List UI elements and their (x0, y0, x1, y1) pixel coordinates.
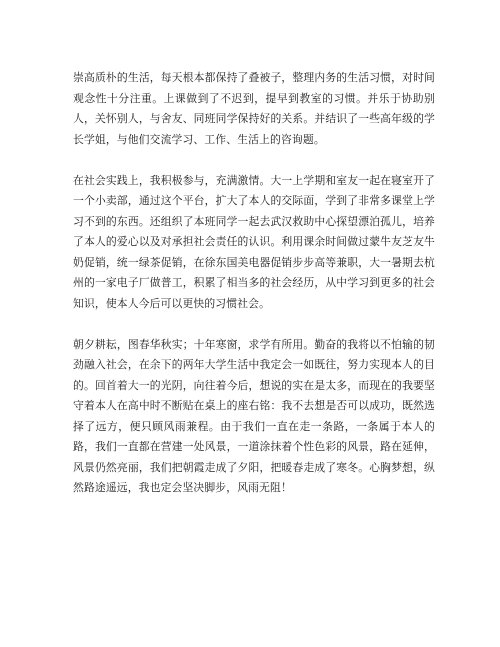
paragraph-social-practice: 在社会实践上，我积极参与，充满激情。大一上学期和室友一起在寝室开了一个小卖部，通过这个平台，扩大了本人的交际面，学到了非常多课堂上学习不到的东西。还组织了本班同学一起去武汉救助中心探望漂泊孤儿，培养了本人的爱心以及对承担社会责任的认识。利用课余时间做过蒙牛友芝友牛奶促销，统一绿茶促销，在徐东国美电器促销步步高等兼职，大一暑期去杭州的一家电子厂做普工，积累了相当多的社会经历，从中学习到更多的社会知识，使本人今后可以更快的习惯社会。 (73, 173, 435, 310)
paragraph-outlook: 朝夕耕耘，图春华秋实；十年寒窗，求学有所用。勤奋的我将以不怕输的韧劲融入社会，在余下的两年大学生活中我定会一如既往，努力实现本人的目的。回首着大一的光阴，向往着今后，想说的实在是太多，而现在的我要坚守着本人在高中时不断贴在桌上的座右铭：我不去想是否可以成功，既然选择了远方，便只顾风雨兼程。由于我们一直在走一条路，一条属于本人的路，我们一直都在营建一处风景，一道涂抹着个性色彩的风景，路在延伸，风景仍然亮丽，我们把朝霞走成了夕阳，把暖春走成了寒冬。心胸梦想，纵然路途遥远，我也定会坚决脚步，风雨无阻！ (73, 337, 435, 494)
document-body (73, 68, 435, 499)
paragraph-campus-life: 崇高质朴的生活，每天根本都保持了叠被子，整理内务的生活习惯，对时间观念性十分注重。上课做到了不迟到，提早到教室的习惯。并乐于协助别人，关怀别人，与舍友、同班同学保持好的关系。并结识了一些高年级的学长学姐，与他们交流学习、工作、生活上的咨询题。 (73, 71, 435, 146)
